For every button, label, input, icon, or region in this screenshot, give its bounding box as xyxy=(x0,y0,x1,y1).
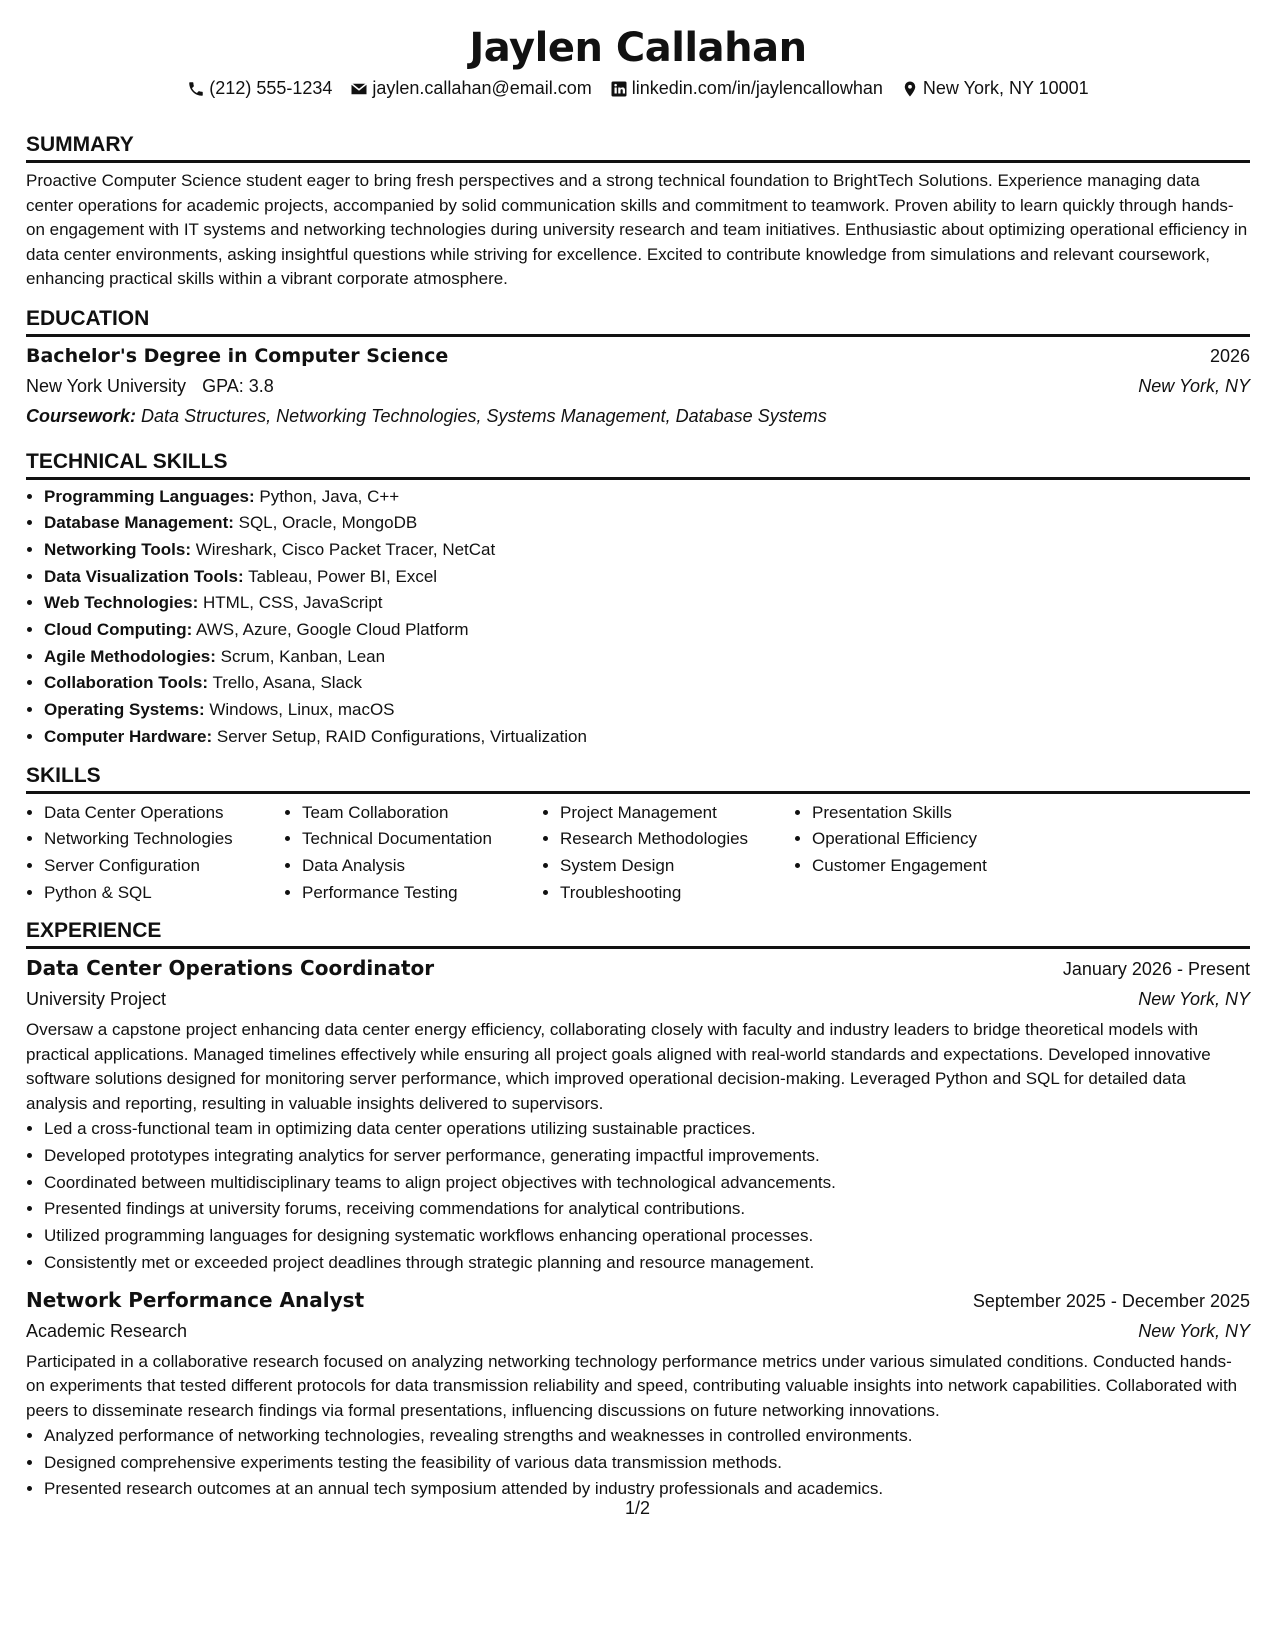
list-item: • Presentation Skills xyxy=(812,800,1044,827)
skills-section xyxy=(26,763,1250,907)
contact-linkedin[interactable] xyxy=(610,78,883,99)
list-item: • Operational Efficiency xyxy=(812,826,1044,853)
job-bullets xyxy=(26,1116,1250,1276)
list-item xyxy=(44,697,1250,724)
linkedin-icon xyxy=(610,80,628,98)
job-title: Data Center Operations Coordinator xyxy=(26,956,435,981)
skill-category: Collaboration Tools: xyxy=(44,673,209,693)
job-dates: September 2025 - December 2025 xyxy=(972,1290,1250,1311)
coursework-list: Data Structures, Networking Technologies, Systems Management, Database Systems xyxy=(141,405,827,426)
email-text: jaylen.callahan@email.com xyxy=(372,78,592,98)
list-item xyxy=(44,670,1250,697)
technical-skills-section xyxy=(26,449,1250,751)
list-item: • Data Center Operations xyxy=(44,800,284,827)
job-title-row xyxy=(26,1285,1250,1316)
job-dates: January 2026 - Present xyxy=(1062,959,1250,980)
skill-category: Cloud Computing: xyxy=(44,620,193,640)
job-entry xyxy=(26,953,1250,1276)
list-item xyxy=(44,724,1250,751)
job-location: New York, NY xyxy=(1138,1320,1250,1341)
candidate-name: Jaylen Callahan xyxy=(469,25,807,71)
list-item xyxy=(44,617,1250,644)
list-item: • Developed prototypes integrating analytics for server performance, generating impactful improvements. xyxy=(44,1143,1250,1170)
skill-values: Wireshark, Cisco Packet Tracer, NetCat xyxy=(195,539,496,559)
list-item: • Utilized programming languages for designing systematic workflows enhancing operational processes. xyxy=(44,1223,1250,1250)
list-item: • Technical Documentation xyxy=(302,826,542,853)
skill-values: Windows, Linux, macOS xyxy=(209,700,395,720)
summary-heading: SUMMARY xyxy=(26,132,1250,163)
technical-skills-heading: TECHNICAL SKILLS xyxy=(26,449,1250,480)
envelope-icon xyxy=(350,80,368,98)
job-org-row xyxy=(26,1316,1250,1346)
list-item: • Presented research outcomes at an annual tech symposium attended by industry professionals and academics. xyxy=(44,1476,1250,1503)
list-item xyxy=(44,564,1250,591)
education-degree-row xyxy=(26,341,1250,371)
coursework-row xyxy=(26,401,1250,431)
skills-grid xyxy=(26,800,1250,907)
list-item xyxy=(44,590,1250,617)
skills-column xyxy=(794,800,1044,907)
contact-location xyxy=(901,78,1089,99)
skill-category: Programming Languages: xyxy=(44,486,255,506)
list-item: • Performance Testing xyxy=(302,880,542,907)
list-item: • Data Analysis xyxy=(302,853,542,880)
phone-text: (212) 555-1234 xyxy=(209,78,333,98)
list-item: • Coordinated between multidisciplinary teams to align project objectives with technological advancements. xyxy=(44,1170,1250,1197)
job-title-row xyxy=(26,953,1250,984)
list-item: • Project Management xyxy=(560,800,794,827)
job-title: Network Performance Analyst xyxy=(26,1287,365,1312)
skill-values: Scrum, Kanban, Lean xyxy=(220,646,386,666)
skills-column xyxy=(26,800,284,907)
education-school-row xyxy=(26,371,1250,401)
list-item: • Server Configuration xyxy=(44,853,284,880)
contact-phone[interactable] xyxy=(187,78,332,99)
list-item xyxy=(44,644,1250,671)
skill-values: Trello, Asana, Slack xyxy=(212,673,363,693)
job-bullets xyxy=(26,1423,1250,1503)
coursework-label: Coursework: xyxy=(26,405,137,426)
school-location: New York, NY xyxy=(1138,375,1250,396)
list-item: • Networking Technologies xyxy=(44,826,284,853)
contact-bar xyxy=(26,78,1250,99)
page-number: 1/2 xyxy=(624,1498,651,1518)
skill-category: Networking Tools: xyxy=(44,539,192,559)
phone-icon xyxy=(187,80,205,98)
resume-page xyxy=(26,22,1250,1503)
skill-values: Tableau, Power BI, Excel xyxy=(248,566,438,586)
skill-values: AWS, Azure, Google Cloud Platform xyxy=(196,620,469,640)
skill-category: Agile Methodologies: xyxy=(44,646,216,666)
list-item xyxy=(44,484,1250,511)
summary-text: Proactive Computer Science student eager to bring fresh perspectives and a strong technical foundation to BrightTech Solutions. Experience managing data center operations for academic projects, accompanied by solid communication skills and commitment to teamwork. Proven ability to learn quickly through hands-on engagement with IT systems and networking technologies during university research and team initiatives. Enthusiastic about optimizing operational efficiency in data center environments, asking insightful questions while striving for excellence. Excited to contribute knowledge from simulations and relevant coursework, enhancing practical skills within a vibrant corporate atmosphere. xyxy=(26,171,1248,288)
skill-category: Computer Hardware: xyxy=(44,726,213,746)
list-item: • Designed comprehensive experiments testing the feasibility of various data transmission methods. xyxy=(44,1450,1250,1477)
job-location: New York, NY xyxy=(1138,989,1250,1010)
skill-category: Operating Systems: xyxy=(44,700,205,720)
job-org-row xyxy=(26,984,1250,1014)
skill-values: Python, Java, C++ xyxy=(259,486,400,506)
list-item: • System Design xyxy=(560,853,794,880)
list-item xyxy=(44,537,1250,564)
job-description: Oversaw a capstone project enhancing data center energy efficiency, collaborating closely with faculty and industry leaders to bridge theoretical models with practical applications. Managed timelines effectively while ensuring all project goals aligned with real-world standards and expectations. Developed innovative software solutions designed for monitoring server performance, which improved operational decision-making. Leveraged Python and SQL for detailed data analysis and reporting, resulting in valuable insights delivered to supervisors. xyxy=(26,1020,1211,1113)
experience-section xyxy=(26,918,1250,1503)
graduation-year: 2026 xyxy=(1209,345,1250,366)
contact-email[interactable] xyxy=(350,78,591,99)
list-item: • Analyzed performance of networking technologies, revealing strengths and weaknesses in controlled environments. xyxy=(44,1423,1250,1450)
list-item: • Led a cross-functional team in optimizing data center operations utilizing sustainable practices. xyxy=(44,1116,1250,1143)
summary-section xyxy=(26,132,1250,292)
location-text: New York, NY 10001 xyxy=(922,78,1089,98)
school-name: New York University xyxy=(26,375,187,396)
list-item xyxy=(44,510,1250,537)
linkedin-text: linkedin.com/in/jaylencallowhan xyxy=(631,78,883,98)
list-item: • Presented findings at university forums, receiving commendations for analytical contributions. xyxy=(44,1196,1250,1223)
skill-values: Server Setup, RAID Configurations, Virtualization xyxy=(216,726,587,746)
job-org: Academic Research xyxy=(26,1320,188,1341)
map-pin-icon xyxy=(901,80,919,98)
skills-column xyxy=(284,800,542,907)
list-item: • Python & SQL xyxy=(44,880,284,907)
skill-values: SQL, Oracle, MongoDB xyxy=(238,513,418,533)
degree: Bachelor's Degree in Computer Science xyxy=(26,344,449,367)
skill-category: Database Management: xyxy=(44,513,234,533)
education-heading: EDUCATION xyxy=(26,306,1250,337)
experience-heading: EXPERIENCE xyxy=(26,918,1250,949)
list-item: • Consistently met or exceeded project deadlines through strategic planning and resource management. xyxy=(44,1250,1250,1277)
skills-heading: SKILLS xyxy=(26,763,1250,794)
skill-category: Web Technologies: xyxy=(44,593,199,613)
job-entry xyxy=(26,1285,1250,1504)
job-org: University Project xyxy=(26,989,167,1010)
technical-skills-list xyxy=(26,484,1250,751)
gpa: GPA: 3.8 xyxy=(202,375,274,396)
education-section xyxy=(26,306,1250,431)
skills-column xyxy=(542,800,794,907)
list-item: • Research Methodologies xyxy=(560,826,794,853)
skill-category: Data Visualization Tools: xyxy=(44,566,244,586)
list-item: • Troubleshooting xyxy=(560,880,794,907)
list-item: • Team Collaboration xyxy=(302,800,542,827)
skill-values: HTML, CSS, JavaScript xyxy=(203,593,383,613)
job-description: Participated in a collaborative research focused on analyzing networking technology performance metrics under various simulated conditions. Conducted hands-on experiments that tested different protocols for data transmission reliability and speed, contributing valuable insights into network capabilities. Collaborated with peers to disseminate research findings via formal presentations, influencing discussions on future networking innovations. xyxy=(26,1351,1238,1420)
list-item: • Customer Engagement xyxy=(812,853,1044,880)
